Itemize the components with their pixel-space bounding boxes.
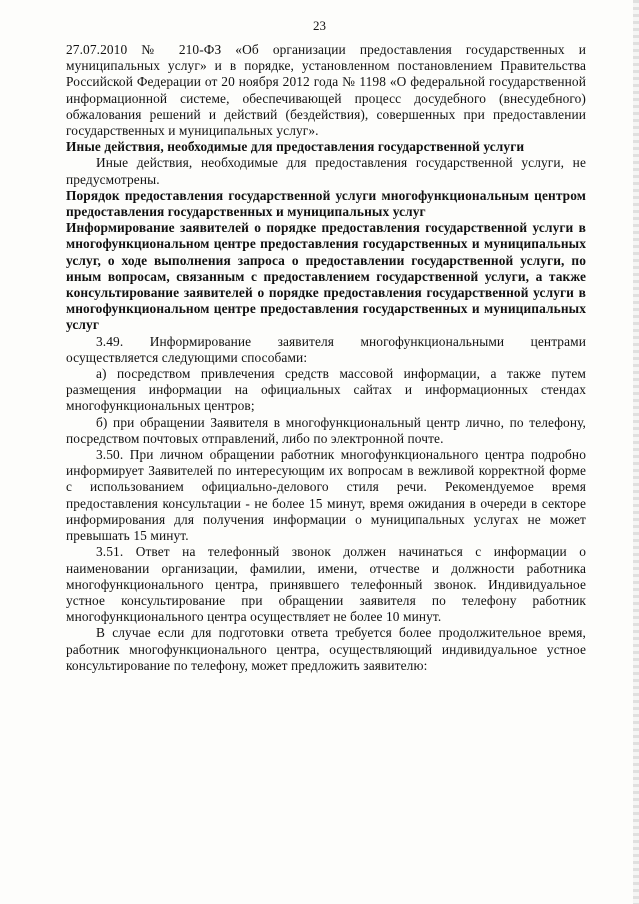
paragraph-3-49-b: б) при обращении Заявителя в многофункциональный центр лично, по телефону, посредством почтовых отправлений, либо по электронной почте.: [66, 414, 586, 446]
paragraph-3-49-a: а) посредством привлечения средств массовой информации, а также путем размещения информации на официальных сайтах и информационных стендах многофункциональных центров;: [66, 366, 586, 414]
scan-edge-artifact: [633, 0, 639, 904]
paragraph-other-actions: Иные действия, необходимые для предоставления государственной услуги, не предусмотрены.: [66, 155, 586, 187]
paragraph-3-49: 3.49. Информирование заявителя многофункциональными центрами осуществляется следующими способами:: [66, 333, 586, 365]
document-content: [66, 42, 586, 674]
heading-mfc-order: Порядок предоставления государственной услуги многофункциональным центром предоставления государственных и муниципальных услуг: [66, 187, 586, 220]
paragraph-3-50: 3.50. При личном обращении работник многофункционального центра подробно информирует Заявителей по интересующим их вопросам в вежливой корректной форме с использованием официально-делового стиля речи. Рекомендуемое время предоставления консультации - не более 15 минут, время ожидания в очереди в секторе информирования для получения информации о муниципальных услугах не может превышать 15 минут.: [66, 447, 586, 544]
paragraph-intro: 27.07.2010 № 210-ФЗ «Об организации предоставления государственных и муниципальных услуг» и в порядке, установленном постановлением Правительства Российской Федерации от 20 ноября 2012 года № 1198 «О федеральной государственной информационной системе, обеспечивающей процесс досудебного (внесудебного) обжалования решений и действий (бездействия), совершенных при предоставлении государственных и муниципальных услуг».: [66, 42, 586, 139]
heading-other-actions: Иные действия, необходимые для предоставления государственной услуги: [66, 139, 525, 155]
page-number: 23: [313, 18, 326, 33]
paragraph-3-51: 3.51. Ответ на телефонный звонок должен начинаться с информации о наименовании организации, фамилии, имени, отчестве и должности работника многофункционального центра, принявшего телефонный звонок. Индивидуальное устное консультирование при обращении заявителя по телефону работник многофункционального центра осуществляет не более 10 минут.: [66, 544, 586, 625]
heading-informing: Информирование заявителей о порядке предоставления государственной услуги в многофункциональном центре предоставления государственных и муниципальных услуг, о ходе выполнения запроса о предоставлении государственной услуги, по иным вопросам, связанным с предоставлением государственной услуги, а также консультирование заявителей о порядке предоставления государственной услуги в многофункциональном центре предоставления государственных и муниципальных услуг: [66, 220, 586, 333]
paragraph-longer-answer: В случае если для подготовки ответа требуется более продолжительное время, работник многофункционального центра, осуществляющий индивидуальное устное консультирование по телефону, может предложить заявителю:: [66, 625, 586, 673]
